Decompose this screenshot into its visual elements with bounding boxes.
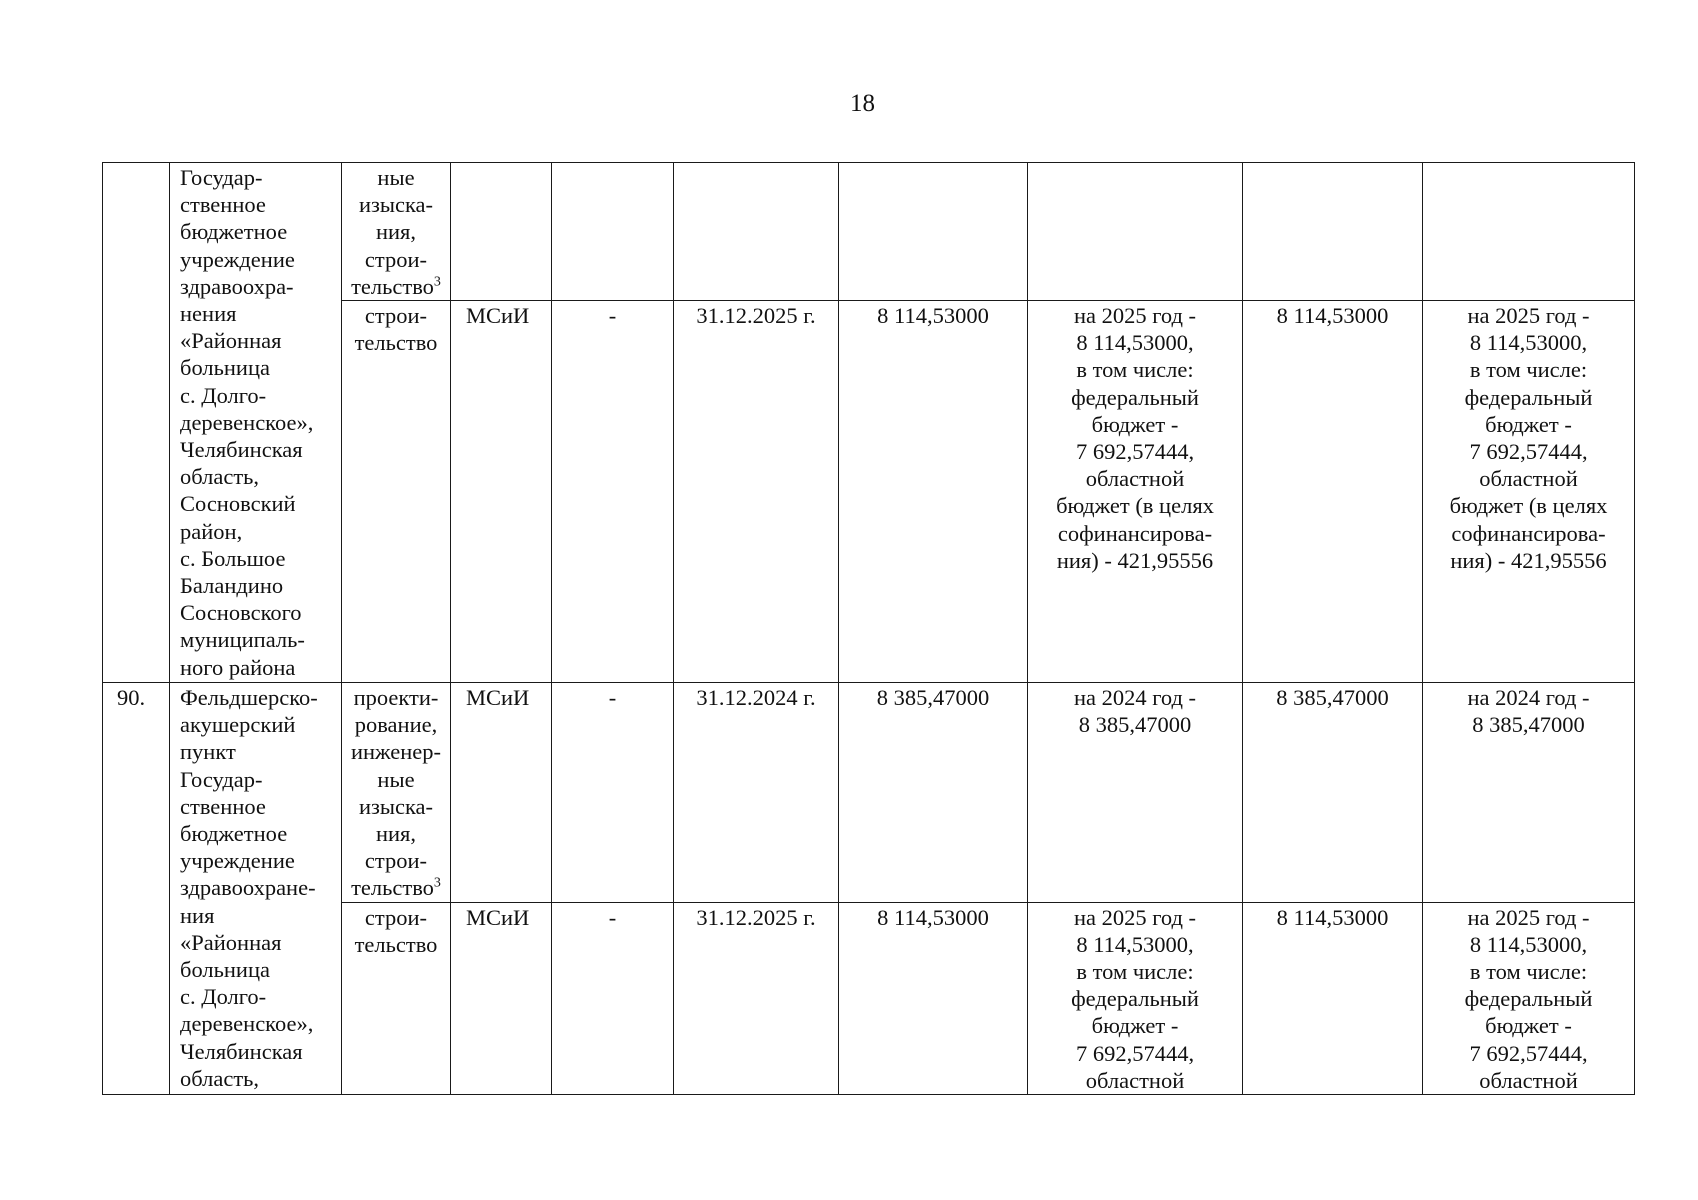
date-cell: 31.12.2024 г. [674,683,839,903]
responsible-org-cell: МСиИ [451,902,552,1094]
objects-table [102,162,1635,1095]
total-amount-cell-2: 8 114,53000 [1243,301,1423,683]
dash-cell: - [552,902,674,1094]
empty-cell [1028,163,1243,301]
empty-cell [674,163,839,301]
total-amount-cell: 8 385,47000 [839,683,1028,903]
funding-description-cell-2: на 2025 год - 8 114,53000, в том числе: федеральный бюджет - 7 692,57444, областной [1423,902,1635,1094]
dash-cell: - [552,301,674,683]
funding-description-cell-2: на 2024 год - 8 385,47000 [1423,683,1635,903]
total-amount-cell-2: 8 385,47000 [1243,683,1423,903]
funding-description-cell: на 2024 год - 8 385,47000 [1028,683,1243,903]
work-type-cell [342,683,451,903]
work-type-text: проекти- рование, инженер- ные изыска- ния, строи- тельство [350,685,442,901]
work-type-text: ные изыска- ния, строи- тельство [351,165,434,299]
dash-cell: - [552,683,674,903]
empty-cell [552,163,674,301]
work-type-cell [342,163,451,301]
total-amount-cell-2: 8 114,53000 [1243,902,1423,1094]
row-number-cell [103,163,170,683]
row-number-cell: 90. [103,683,170,1095]
funding-description-cell: на 2025 год - 8 114,53000, в том числе: федеральный бюджет - 7 692,57444, областной [1028,902,1243,1094]
responsible-org-cell: МСиИ [451,683,552,903]
total-amount-cell: 8 114,53000 [839,301,1028,683]
empty-cell [451,163,552,301]
responsible-org-cell: МСиИ [451,301,552,683]
page-number: 18 [850,90,875,117]
object-name-cell: Государ- ственное бюджетное учреждение здравоохра- нения «Районная больница с. Долго- деревенское», Челябинская область, Сосновский район, с. Большое Баландино Сосновского муниципаль- ного района [170,163,342,683]
work-type-cell: строи- тельство [342,902,451,1094]
date-cell: 31.12.2025 г. [674,301,839,683]
work-type-cell: строи- тельство [342,301,451,683]
table-row [103,163,1635,301]
empty-cell [839,163,1028,301]
date-cell: 31.12.2025 г. [674,902,839,1094]
funding-description-cell-2: на 2025 год - 8 114,53000, в том числе: федеральный бюджет - 7 692,57444, областной бюджет (в целях софинансирова- ния) - 421,95556 [1423,301,1635,683]
empty-cell [1423,163,1635,301]
funding-description-cell: на 2025 год - 8 114,53000, в том числе: федеральный бюджет - 7 692,57444, областной бюджет (в целях софинансирова- ния) - 421,95556 [1028,301,1243,683]
empty-cell [1243,163,1423,301]
total-amount-cell: 8 114,53000 [839,902,1028,1094]
footnote-mark: 3 [433,274,441,290]
table-row [103,683,1635,903]
object-name-cell: Фельдшерско- акушерский пункт Государ- ственное бюджетное учреждение здравоохране- ния «Районная больница с. Долго- деревенское», Челябинская область, [170,683,342,1095]
footnote-mark: 3 [433,875,441,891]
